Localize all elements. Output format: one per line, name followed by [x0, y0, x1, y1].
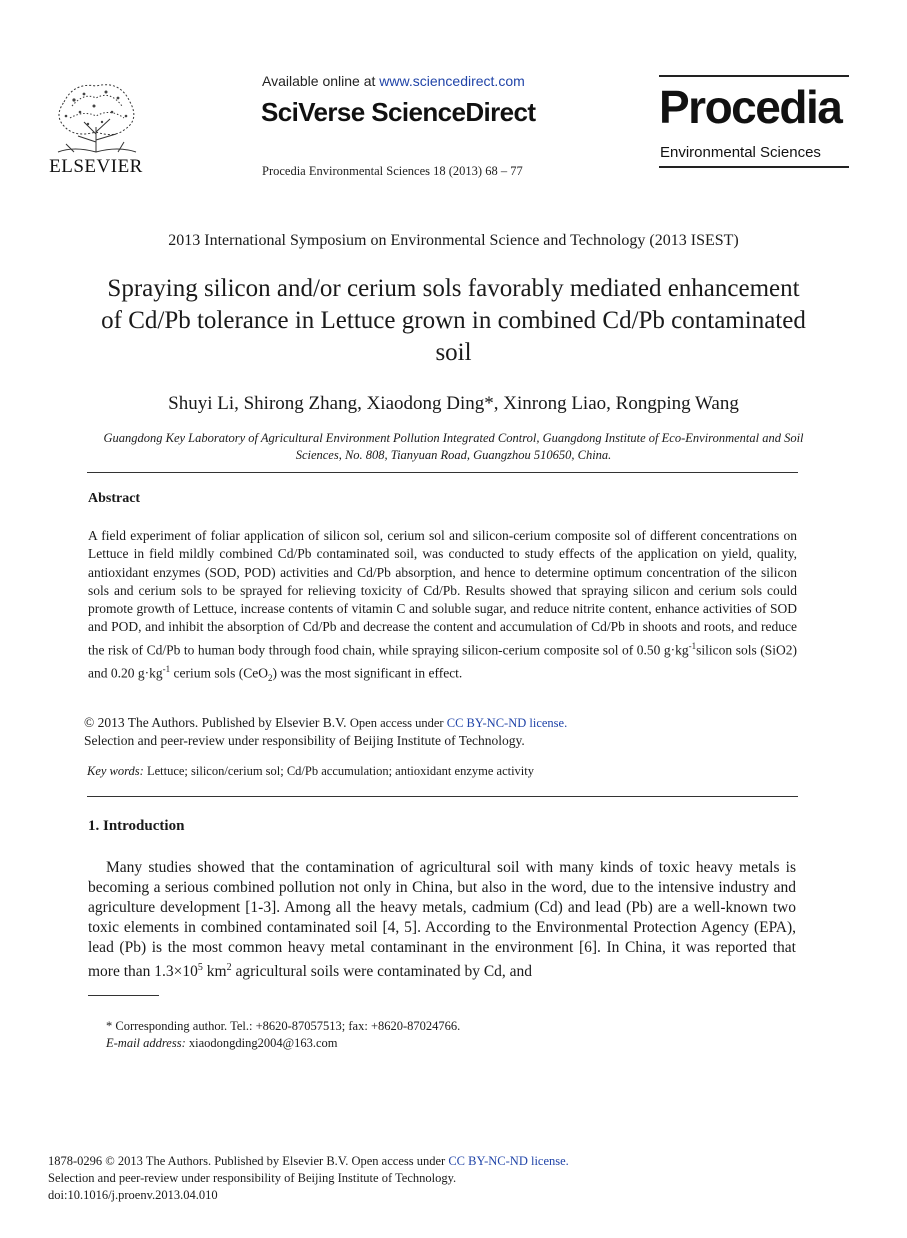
open-access-text: Open access under [349, 716, 447, 730]
sciencedirect-link[interactable]: www.sciencedirect.com [379, 73, 525, 89]
abstract-sup-b: -1 [162, 663, 171, 674]
abstract-text-a: A field experiment of foliar application of silicon sol, cerium sol and silicon-cerium composite sol of different concentrations on Lettuce in field mildly combined Cd/Pb contaminated soil, was conducted to study effects of the application on yield, quality, antioxidant enzymes (SOD, POD) activities and Cd/Pb absorption, and hence to determine optimum concentration of the silicon sols and cerium sols to be sprayed for relieving toxicity of Cd/Pb. Results showed that spraying silicon and cerium sols could promote growth of Lettuce, increase contents of vitamin C and soluble sugar, and reduce nitrite content, enhance activities of SOD and POD, and inhibit the absorption of Cd/Pb and decrease the content and accumulation of Cd/Pb in shoots and roots, and reduce the risk of Cd/Pb to human body through food chain, while spraying silicon-cerium composite sol of 0.50 g·kg [88, 528, 797, 658]
divider-bottom [87, 796, 798, 797]
intro-text-a: Many studies showed that the contamination of agricultural soil with many kinds of toxic heavy metals is becoming a serious combined pollution not only in China, but also in the word, due to the intensive industry and agriculture development [1-3]. Among all the heavy metals, cadmium (Cd) and lead (Pb) are a well-known two toxic elements in combined contaminated soil [4, 5]. According to the Environmental Protection Agency (EPA), lead (Pb) is the most common heavy metal contaminant in the environment [6]. In China, it was reported that more than 1.3×10 [88, 859, 796, 981]
introduction-body [88, 858, 796, 982]
introduction-heading: 1. Introduction [88, 818, 185, 834]
intro-text-b: km [202, 963, 227, 981]
keywords-line [87, 764, 807, 779]
intro-sup-b: 2 [226, 962, 232, 973]
doi-line[interactable]: doi:10.1016/j.proenv.2013.04.010 [48, 1188, 218, 1202]
issn-text: 1878-0296 © 2013 The Authors. Published by Elsevier B.V. [48, 1154, 352, 1168]
brand-wordmark: Procedia [659, 81, 842, 133]
email-address[interactable]: xiaodongding2004@163.com [185, 1036, 338, 1050]
abstract-sub-c: 2 [267, 672, 273, 683]
available-online-line [262, 73, 525, 89]
brand-top-rule [659, 75, 849, 77]
issn-line [48, 1154, 848, 1169]
copyright-text: © 2013 The Authors. Published by Elsevier B.V. [84, 715, 350, 730]
publisher-wordmark: ELSEVIER [49, 156, 143, 177]
brand-bottom-rule [659, 166, 849, 168]
author-list: Shuyi Li, Shirong Zhang, Xiaodong Ding*, Xinrong Liao, Rongping Wang [168, 393, 739, 414]
available-prefix: Available online at [262, 73, 380, 89]
footnote-rule [88, 995, 159, 996]
keywords-text: Lettuce; silicon/cerium sol; Cd/Pb accumulation; antioxidant enzyme activity [143, 764, 535, 778]
corresponding-author-note: * Corresponding author. Tel.: +8620-87057513; fax: +8620-87024766. [106, 1019, 461, 1033]
keywords-label: Key words: [87, 764, 144, 778]
platform-wordmark: SciVerse ScienceDirect [261, 97, 536, 127]
article-title: Spraying silicon and/or cerium sols favorably mediated enhancement of Cd/Pb tolerance in Lettuce grown in combined Cd/Pb contaminated soil [101, 275, 806, 366]
abstract-sup-a: -1 [688, 640, 697, 651]
abstract-text-b: silicon sols (SiO2) and 0.20 g·kg [88, 642, 797, 681]
journal-reference: Procedia Environmental Sciences 18 (2013) 68 – 77 [262, 164, 523, 178]
intro-text-c: agricultural soils were contaminated by Cd, and [231, 963, 533, 981]
bottom-review-line: Selection and peer-review under responsibility of Beijing Institute of Technology. [48, 1171, 457, 1185]
intro-sup-a: 5 [197, 962, 203, 973]
abstract-body [88, 527, 797, 687]
copyright-line [84, 714, 804, 732]
bottom-license-link[interactable]: CC BY-NC-ND license. [448, 1154, 569, 1168]
divider-top [87, 472, 798, 473]
abstract-text-d: ) was the most significant in effect. [272, 665, 463, 681]
license-link[interactable]: CC BY-NC-ND license. [446, 716, 568, 730]
abstract-heading: Abstract [88, 491, 141, 506]
review-line: Selection and peer-review under responsibility of Beijing Institute of Technology. [84, 733, 525, 748]
affiliation: Guangdong Key Laboratory of Agricultural Environment Pollution Integrated Control, Guangdong Institute of Eco-Environmental and Soil Sciences, No. 808, Tianyuan Road, Guangzhou 510650, China. [103, 431, 804, 462]
bottom-open-access: Open access under [351, 1154, 449, 1168]
email-label: E-mail address: [106, 1036, 186, 1050]
email-note [106, 1036, 338, 1051]
brand-subtitle: Environmental Sciences [660, 144, 821, 161]
copyright-block [84, 714, 804, 750]
symposium-line: 2013 International Symposium on Environmental Science and Technology (2013 ISEST) [168, 232, 739, 249]
abstract-text-c: cerium sols (CeO [170, 665, 268, 681]
